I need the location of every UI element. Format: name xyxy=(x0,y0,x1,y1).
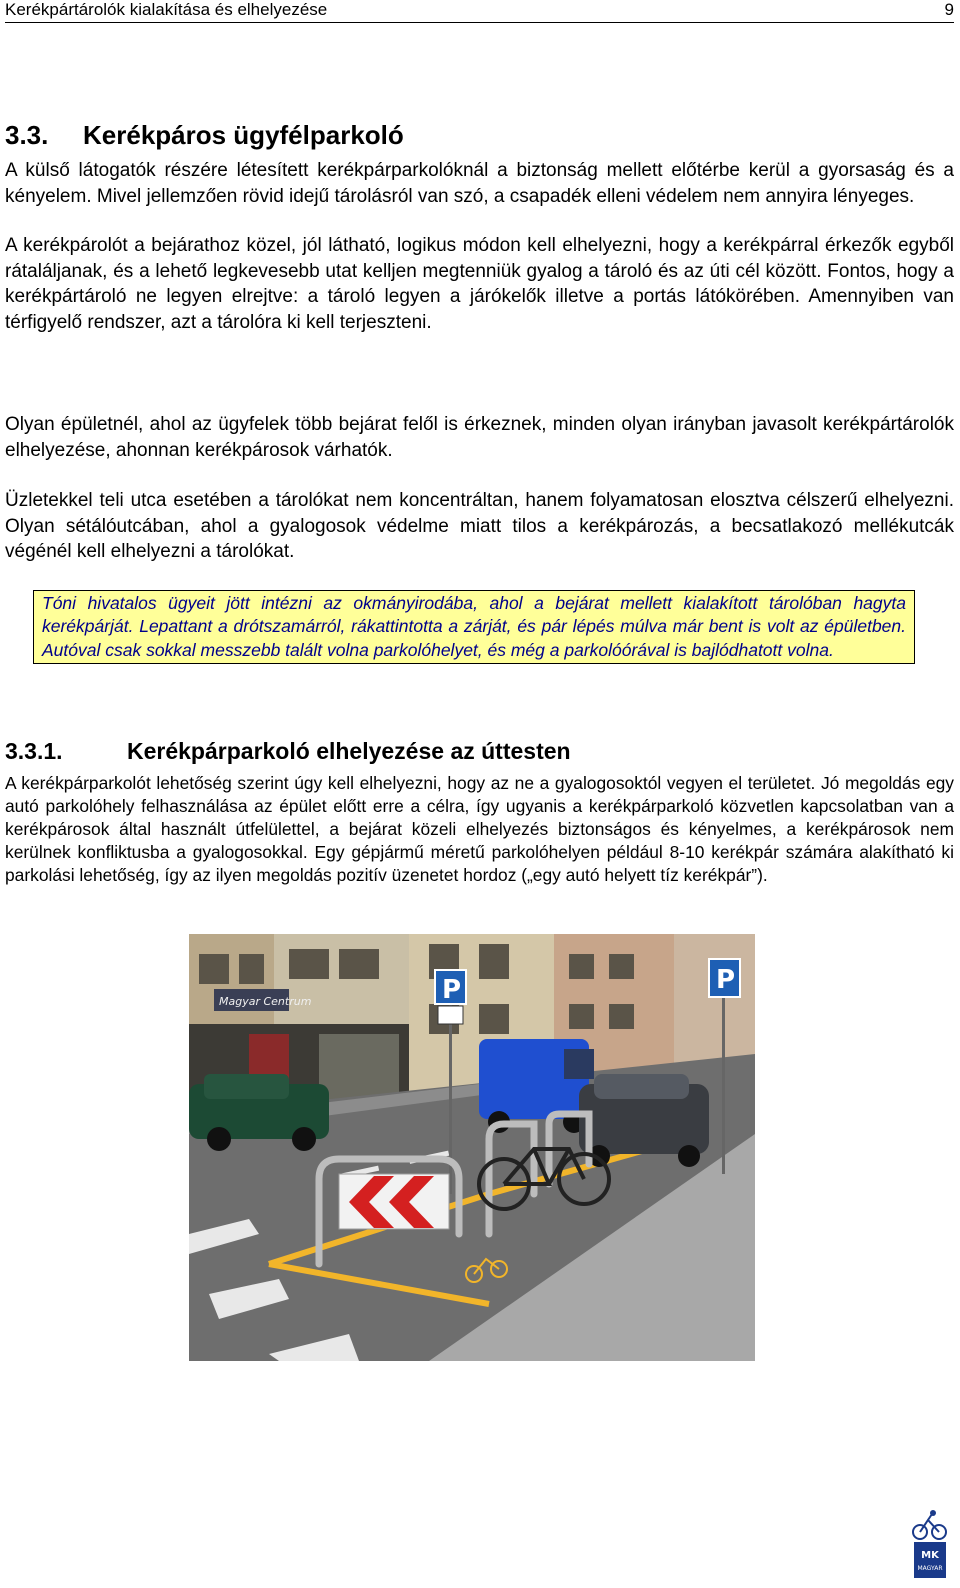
subsection-title: Kerékpárparkoló elhelyezése az úttesten xyxy=(127,738,571,764)
page-number: 9 xyxy=(944,0,954,19)
subsection-number: 3.3.1. xyxy=(5,738,63,764)
magyar-kerekparos-logo xyxy=(912,1510,948,1580)
paragraph: Üzletekkel teli utca esetében a tárolókat nem koncentráltan, hanem folyamatosan elosztva célszerű elhelyezni. Olyan sétálóutcában, ahol a gyalogosok védelme miatt tilos a kerékpározás, a becsatlakozó mellékutcák végénél kell elhelyezni a tárolókat. xyxy=(5,490,954,562)
paragraph: A kerékpárparkolót lehetőség szerint úgy kell elhelyezni, hogy az ne a gyalogosoktól vegyen el területet. Jó megoldás egy autó parkolóhely felhasználása az épület előtt erre a célra, így ugyanis a kerékpárparkoló közvetlen kapcsolatban van a kerékpárosok által használt útfelülettel, a bejárat közeli elhelyezés biztonságos és kényelmes, a kerékpárosok nem kerülnek konfliktusba a gyalogosokkal. Egy gépjármű méretű parkolóhelyen például 8-10 kerékpár számára alakítható ki parkolási lehetőség, így az ilyen megoldás pozitív üzenetet hordoz („egy autó helyett tíz kerékpár”). xyxy=(5,773,954,886)
header-title: Kerékpártárolók kialakítása és elhelyezése xyxy=(5,0,328,19)
example-callout-box: Tóni hivatalos ügyeit jött intézni az okmányirodába, ahol a bejárat mellett kialakított tárolóban hagyta kerékpárját. Lepattant a drótszamárról, rákattintotta a zárját, és pár lépés múlva már bent is volt az épületben. Autóval csak sokkal messzebb talált volna parkolóhelyet, és még a parkolóórával is bajlódhatott volna. xyxy=(33,590,915,664)
svg-text:MAGYAR: MAGYAR xyxy=(917,1565,943,1572)
parking-sign-letter: P xyxy=(716,965,736,995)
section-heading xyxy=(5,118,404,152)
parking-sign-letter: P xyxy=(442,975,462,1005)
page-header xyxy=(5,0,954,23)
paragraph: A kerékpárolót a bejárathoz közel, jól látható, logikus módon kell elhelyezni, hogy a kerékpárral érkezők egyből rátaláljanak, és a lehető legkevesebb utat kelljen megtenniük gyalog a tároló és az úti cél között. Fontos, hogy a kerékpártároló ne legyen elrejtve: a tároló legyen a járókelők illetve a portás látókörében. Amennyiben van térfigyelő rendszer, azt a tárolóra ki kell terjeszteni. xyxy=(5,235,954,333)
street-bike-parking-photo xyxy=(189,934,755,1361)
warning-chevron-panel xyxy=(339,1174,449,1229)
blue-van xyxy=(479,1039,594,1133)
section-title: Kerékpáros ügyfélparkoló xyxy=(83,120,404,150)
shop-sign-text: Magyar Centrum xyxy=(219,995,312,1008)
paragraph: A külső látogatók részére létesített kerékpárparkolóknál a biztonság mellett előtérbe kerül a gyorsaság és a kényelem. Mivel jellemzően rövid idejű tárolásról van szó, a csapadék elleni védelem nem annyira lényeges. xyxy=(5,160,954,207)
section-number: 3.3. xyxy=(5,120,49,150)
paragraph: Olyan épületnél, ahol az ügyfelek több bejárat felől is érkeznek, minden olyan irányban javasolt kerékpártárolók elhelyezése, ahonnan kerékpárosok várhatók. xyxy=(5,414,954,461)
subsection-heading xyxy=(5,735,571,767)
svg-text:MK: MK xyxy=(921,1550,939,1561)
dark-car xyxy=(579,1074,709,1167)
